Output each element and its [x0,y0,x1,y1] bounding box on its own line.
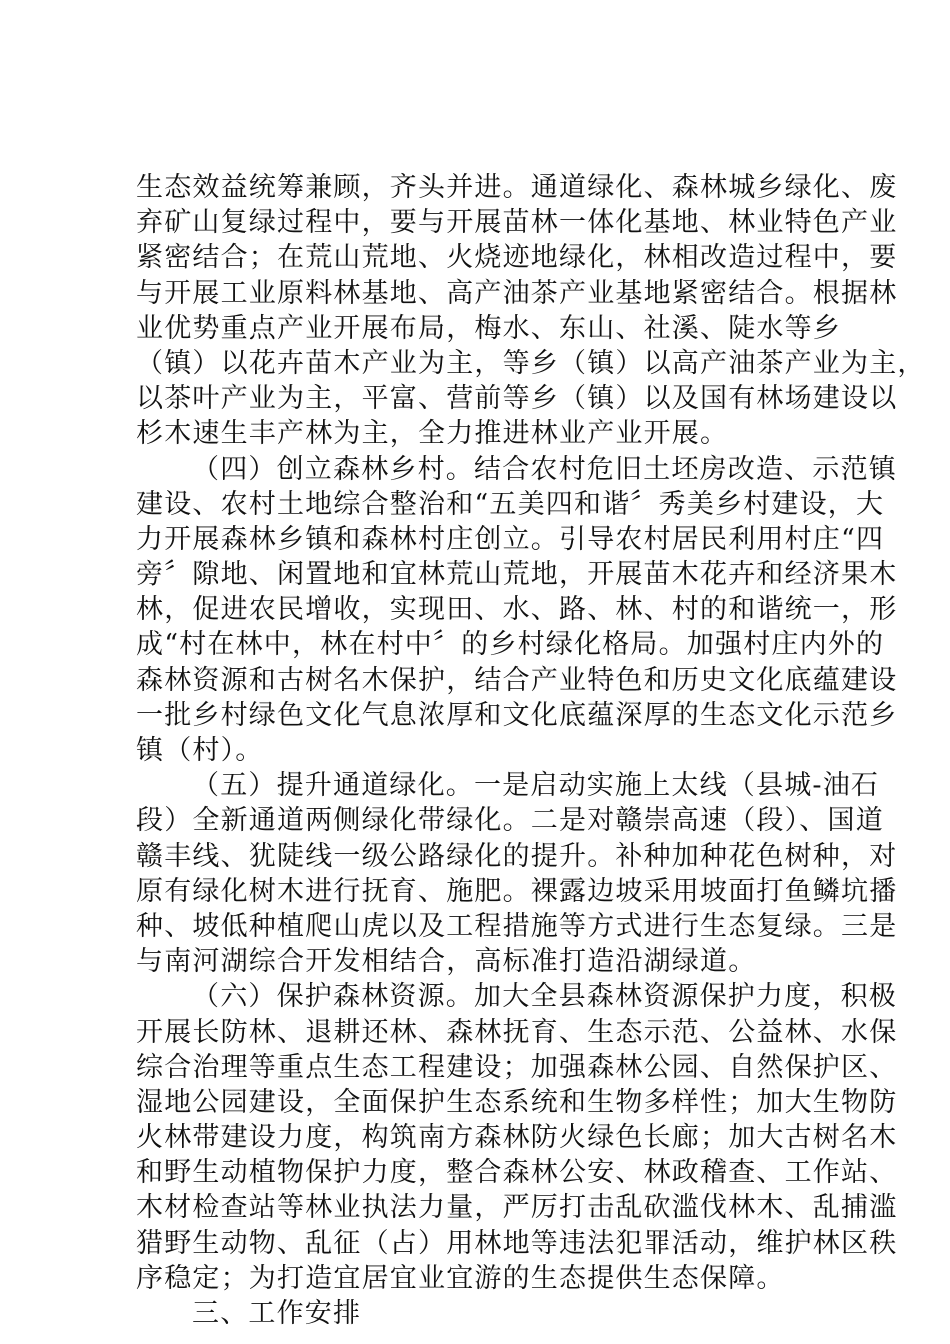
text-line: （镇）以花卉苗木产业为主，等乡（镇）以高产油茶产业为主， [136,347,926,379]
text-line: 以茶叶产业为主，平富、营前等乡（镇）以及国有林场建设以 [136,383,898,415]
text-line: 序稳定；为打造宜居宜业宜游的生态提供生态保障。 [136,1262,785,1294]
text-line: 猎野生动物、乱征（占）用林地等违法犯罪活动，维护林区秩 [136,1227,898,1259]
text-line: 林，促进农民增收，实现田、水、路、林、村的和谐统一，形 [136,594,898,626]
document-body [136,170,926,1331]
text-line: 综合治理等重点生态工程建设；加强森林公园、自然保护区、 [136,1051,898,1083]
section-heading-line: （四）创立森林乡村。结合农村危旧土坯房改造、示范镇 [192,453,897,485]
text-line: 森林资源和古树名木保护，结合产业特色和历史文化底蕴建设 [136,664,898,696]
text-line: 建设、农村土地综合整治和“五美四和谐〞秀美乡村建设，大 [136,488,885,520]
text-line: 旁〞隙地、闲置地和宜林荒山荒地，开展苗木花卉和经济果木 [136,559,898,591]
text-line: 与南河湖综合开发相结合，高标准打造沿湖绿道。 [136,946,757,978]
text-line: 木材检查站等林业执法力量，严厉打击乱砍滥伐林木、乱捕滥 [136,1192,898,1224]
chapter-heading-line: 三、工作安排 [192,1298,362,1329]
text-line: 湿地公园建设，全面保护生态系统和生物多样性；加大生物防 [136,1086,898,1118]
text-line: 和野生动植物保护力度，整合森林公安、林政稽查、工作站、 [136,1157,898,1189]
text-line: 业优势重点产业开展布局，梅水、东山、社溪、陡水等乡 [136,312,841,344]
section-heading-line: （六）保护森林资源。加大全县森林资源保护力度，积极 [192,981,897,1013]
text-line: 火林带建设力度，构筑南方森林防火绿色长廊；加大古树名木 [136,1122,898,1154]
text-line: 力开展森林乡镇和森林村庄创立。引导农村居民利用村庄“四 [136,523,885,555]
text-line: 种、坡低种植爬山虎以及工程措施等方式进行生态复绿。三是 [136,910,898,942]
text-line: 镇（村）。 [136,735,264,766]
text-line: 紧密结合；在荒山荒地、火烧迹地绿化，林相改造过程中，要 [136,242,898,274]
text-line: 弃矿山复绿过程中，要与开展苗林一体化基地、林业特色产业 [136,207,898,239]
text-line: 赣丰线、犹陡线一级公路绿化的提升。补种加种花色树种，对 [136,840,898,872]
text-line: 生态效益统筹兼顾，齐头并进。通道绿化、森林城乡绿化、废 [136,172,898,203]
text-line: 成“村在林中，林在村中〞的乡村绿化格局。加强村庄内外的 [136,629,885,661]
text-line: 段）全新通道两侧绿化带绿化。二是对赣崇高速（段）、国道 [136,805,884,837]
text-line: 杉木速生丰产林为主，全力推进林业产业开展。 [136,418,729,450]
text-line: 一批乡村绿色文化气息浓厚和文化底蕴深厚的生态文化示范乡 [136,699,898,731]
section-heading-line: （五）提升通道绿化。一是启动实施上太线（县城-油石 [192,770,880,802]
text-line: 原有绿化树木进行抚育、施肥。裸露边坡采用坡面打鱼鳞坑播 [136,875,898,907]
text-line: 开展长防林、退耕还林、森林抚育、生态示范、公益林、水保 [136,1016,898,1048]
text-line: 与开展工业原料林基地、高产油茶产业基地紧密结合。根据林 [136,277,898,309]
